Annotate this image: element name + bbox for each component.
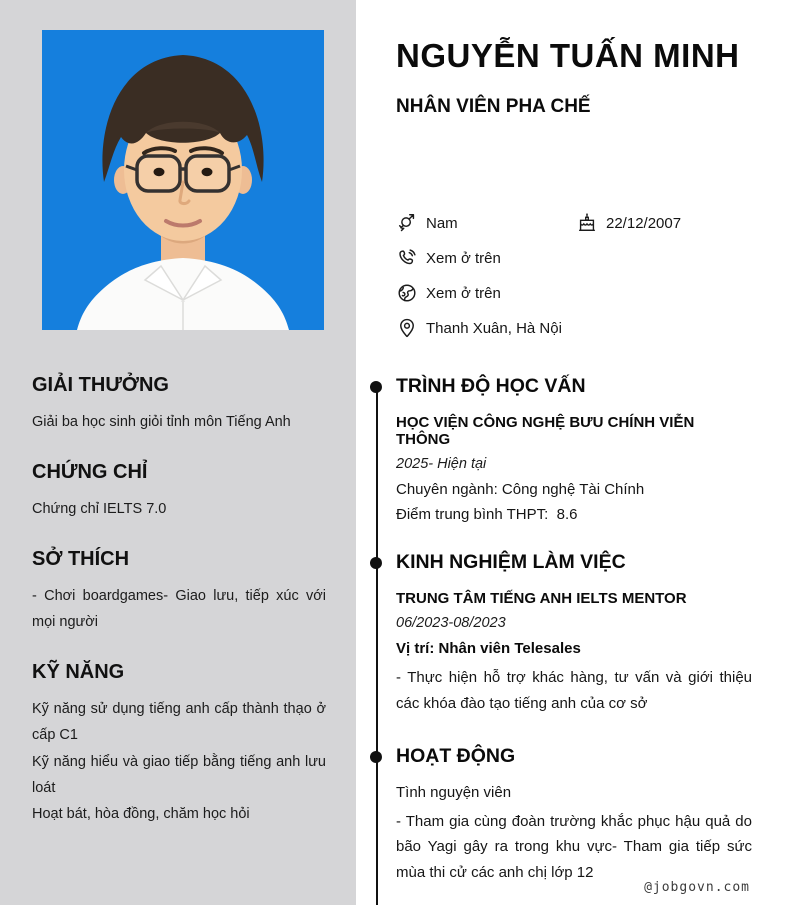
section-education xyxy=(396,375,752,523)
section-title: CHỨNG CHỈ xyxy=(32,461,148,484)
section-heading: TRÌNH ĐỘ HỌC VẤN xyxy=(396,375,752,398)
education-period: 2025- Hiện tại xyxy=(396,456,487,472)
section-title: GIẢI THƯỞNG xyxy=(32,374,169,396)
contact-phone xyxy=(396,247,501,269)
profile-photo xyxy=(42,30,324,330)
section-text: Chứng chỉ IELTS 7.0 xyxy=(32,501,167,518)
contact-row xyxy=(396,317,752,339)
activity-description: - Tham gia cùng đoàn trường khắc phục hậu quả do bão Yagi gây ra trong khu vực- Tham gia tiếp sức mùa thi cử các anh chị lớp 12 xyxy=(396,812,752,882)
contact-birthday xyxy=(576,212,681,234)
section-experience xyxy=(396,551,752,717)
section-text: Giải ba học sinh giỏi tỉnh môn Tiếng Anh xyxy=(32,414,291,430)
section-heading: KINH NGHIỆM LÀM VIỆC xyxy=(396,551,752,574)
sidebar xyxy=(0,0,356,905)
section-text: Kỹ năng hiểu và giao tiếp bằng tiếng anh lưu loát xyxy=(32,753,326,796)
portrait-illustration xyxy=(42,30,324,330)
phone-icon xyxy=(396,247,418,269)
address-value: Thanh Xuân, Hà Nội xyxy=(426,319,562,337)
watermark: @jobgovn.com xyxy=(644,880,750,895)
section-text: Kỹ năng sử dụng tiếng anh cấp thành thạo ở cấp C1 xyxy=(32,701,326,744)
globe-icon xyxy=(396,282,418,304)
sidebar-section-hobbies xyxy=(32,548,326,635)
website-value: Xem ở trên xyxy=(426,284,501,302)
location-pin-icon xyxy=(396,317,418,339)
contact-row xyxy=(396,282,752,304)
sidebar-section-certificates xyxy=(32,461,326,522)
activity-role: Tình nguyện viên xyxy=(396,783,512,801)
company-name: TRUNG TÂM TIẾNG ANH IELTS MENTOR xyxy=(396,590,687,607)
section-text: Hoạt bát, hòa đồng, chăm học hỏi xyxy=(32,805,250,822)
timeline-sections xyxy=(396,375,752,886)
experience-description: - Thực hiện hỗ trợ khác hàng, tư vấn và giới thiệu các khóa đào tạo tiếng anh của cơ sở xyxy=(396,669,752,712)
gender-icon xyxy=(396,212,418,234)
birthday-value: 22/12/2007 xyxy=(606,214,682,232)
contact-address xyxy=(396,317,562,339)
contact-block xyxy=(396,212,752,339)
gender-value: Nam xyxy=(426,214,458,232)
section-activities xyxy=(396,745,752,886)
section-title: KỸ NĂNG xyxy=(32,661,125,684)
section-title: SỞ THÍCH xyxy=(32,548,130,571)
experience-position: Vị trí: Nhân viên Telesales xyxy=(396,640,581,657)
experience-period: 06/2023-08/2023 xyxy=(396,615,506,631)
sidebar-section-awards xyxy=(32,374,326,435)
section-heading: HOẠT ĐỘNG xyxy=(396,745,752,768)
sidebar-section-skills xyxy=(32,661,326,826)
section-text: - Chơi boardgames- Giao lưu, tiếp xúc với mọi người xyxy=(32,588,326,631)
main-column xyxy=(356,0,790,905)
phone-value: Xem ở trên xyxy=(426,249,501,267)
contact-row xyxy=(396,212,752,234)
contact-row xyxy=(396,247,752,269)
candidate-name: NGUYỄN TUẤN MINH xyxy=(396,37,740,74)
education-gpa: Điểm trung bình THPT: 8.6 xyxy=(396,506,578,523)
education-major: Chuyên ngành: Công nghệ Tài Chính xyxy=(396,481,645,498)
contact-website xyxy=(396,282,501,304)
school-name: HỌC VIỆN CÔNG NGHỆ BƯU CHÍNH VIỄN THÔNG xyxy=(396,414,695,448)
birthday-cake-icon xyxy=(576,212,598,234)
job-title: NHÂN VIÊN PHA CHẾ xyxy=(396,96,591,117)
contact-gender xyxy=(396,212,576,234)
